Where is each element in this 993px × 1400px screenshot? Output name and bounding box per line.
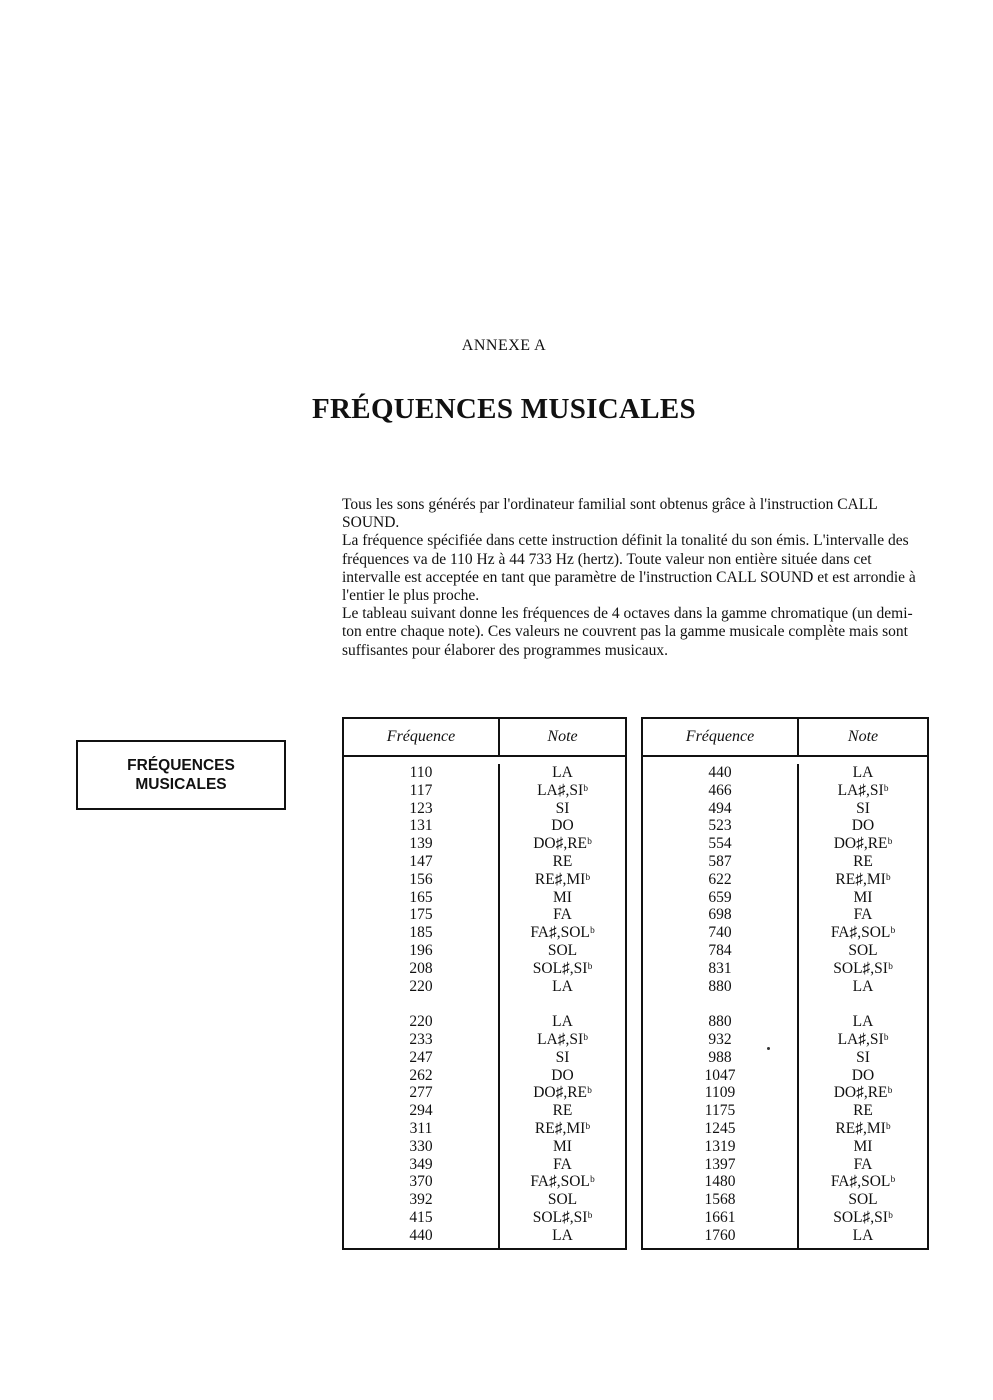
- note-cell: SOL: [547, 1191, 578, 1209]
- note-cell: MI: [853, 1137, 873, 1155]
- note-column: [500, 764, 625, 1249]
- note-cell: LA: [552, 1013, 573, 1031]
- frequency-cell: 294: [409, 1102, 433, 1120]
- note-cell: LA: [852, 764, 874, 781]
- frequency-cell: 277: [409, 1084, 433, 1102]
- frequency-cell: 1568: [704, 1191, 736, 1209]
- frequency-cell: 392: [409, 1191, 433, 1209]
- note-cell: RE♯,MIᵇ: [534, 1119, 591, 1137]
- header-frequence: Fréquence: [643, 719, 799, 755]
- frequency-cell: 147: [409, 852, 433, 870]
- frequency-cell: 1319: [704, 1137, 736, 1155]
- note-cell: FA♯,SOLᵇ: [830, 924, 896, 942]
- frequency-cell: 988: [708, 1048, 732, 1066]
- frequency-cell: 440: [409, 1226, 433, 1244]
- frequency-cell: 440: [708, 764, 732, 781]
- note-cell: SI: [555, 1048, 570, 1066]
- page-title: FRÉQUENCES MUSICALES: [312, 393, 696, 425]
- note-cell: RE♯,MIᵇ: [534, 870, 591, 888]
- intro-paragraph-1: Tous les sons générés par l'ordinateur familial sont obtenus grâce à l'instruction CALL SOUND.: [342, 496, 878, 532]
- frequency-cell: 415: [409, 1208, 433, 1226]
- note-cell: FA: [553, 906, 572, 924]
- header-note: Note: [547, 728, 578, 745]
- frequency-cell: 131: [409, 817, 433, 835]
- annex-label: ANNEXE A: [461, 337, 547, 354]
- frequency-cell: 523: [708, 817, 732, 835]
- note-cell: SOL♯,SIᵇ: [532, 959, 593, 977]
- note-cell: SI: [856, 1048, 870, 1066]
- frequency-cell: 880: [708, 977, 732, 995]
- note-cell: SOL: [848, 1191, 878, 1209]
- frequency-cell: 1480: [704, 1173, 736, 1191]
- note-cell: LA: [852, 1226, 874, 1244]
- table-body: [344, 757, 625, 1249]
- frequency-cell: 1175: [704, 1102, 736, 1120]
- note-cell: DO♯,REᵇ: [833, 1084, 893, 1102]
- note-cell: LA: [852, 1013, 874, 1031]
- note-cell: MI: [553, 888, 572, 906]
- note-cell: SOL♯,SIᵇ: [833, 959, 893, 977]
- note-cell: RE: [853, 852, 873, 870]
- frequency-cell: 262: [409, 1066, 433, 1084]
- note-cell: LA♯,SIᵇ: [537, 781, 588, 799]
- note-cell: DO: [851, 817, 875, 835]
- note-cell: FA♯,SOLᵇ: [830, 1173, 896, 1191]
- intro-paragraph-2: La fréquence spécifiée dans cette instruction définit la tonalité du son émis. L'intervalle des fréquences va de 110 Hz à 44 733 Hz (hertz). Toute valeur non entière située dans cet intervalle est acceptée en tant que paramètre de l'instruction CALL SOUND et est arrondie à l'entier le plus proche.: [342, 532, 916, 605]
- frequency-table-left: [342, 717, 627, 1250]
- note-cell: FA♯,SOLᵇ: [530, 924, 595, 942]
- note-cell: FA: [853, 906, 873, 924]
- frequency-cell: 1245: [704, 1119, 736, 1137]
- note-cell: MI: [853, 888, 873, 906]
- frequency-cell: 698: [708, 906, 732, 924]
- note-cell: LA: [852, 977, 874, 995]
- frequency-cell: 185: [409, 924, 433, 942]
- note-cell: LA♯,SIᵇ: [837, 781, 889, 799]
- frequency-cell: 233: [409, 1030, 433, 1048]
- frequency-table-right: [641, 717, 929, 1250]
- frequency-cell: 139: [409, 835, 433, 853]
- table-header: [344, 719, 625, 757]
- note-cell: DO♯,REᵇ: [533, 835, 592, 853]
- note-cell: FA: [853, 1155, 873, 1173]
- note-cell: LA: [552, 764, 573, 781]
- note-cell: MI: [553, 1137, 572, 1155]
- frequency-cell: 175: [409, 906, 433, 924]
- frequency-cell: 1760: [704, 1226, 736, 1244]
- frequency-column: [643, 764, 799, 1249]
- frequency-cell: 622: [708, 870, 732, 888]
- note-cell: FA♯,SOLᵇ: [530, 1173, 595, 1191]
- note-cell: SOL♯,SIᵇ: [532, 1208, 593, 1226]
- note-cell: DO♯,REᵇ: [533, 1084, 592, 1102]
- intro-text: [342, 496, 932, 660]
- frequency-cell: 659: [708, 888, 732, 906]
- note-cell: SI: [555, 799, 570, 817]
- frequency-cell: 208: [409, 959, 433, 977]
- frequency-cell: 494: [708, 799, 732, 817]
- frequency-cell: 880: [708, 1013, 732, 1031]
- note-cell: LA: [552, 1226, 573, 1244]
- note-cell: RE: [552, 1102, 573, 1120]
- frequency-cell: 349: [409, 1155, 433, 1173]
- frequency-cell: 1397: [704, 1155, 736, 1173]
- frequency-cell: 311: [409, 1119, 433, 1137]
- note-cell: SOL♯,SIᵇ: [833, 1208, 893, 1226]
- note-cell: LA♯,SIᵇ: [837, 1030, 889, 1048]
- frequency-cell: 330: [409, 1137, 433, 1155]
- note-cell: LA: [552, 977, 573, 995]
- frequency-cell: 247: [409, 1048, 433, 1066]
- frequency-cell: 110: [409, 764, 433, 781]
- header-frequence: Fréquence: [344, 719, 500, 755]
- note-cell: SI: [856, 799, 870, 817]
- note-column: [799, 764, 927, 1249]
- frequency-cell: 196: [409, 941, 433, 959]
- note-cell: DO: [851, 1066, 875, 1084]
- frequency-cell: 117: [409, 781, 433, 799]
- note-cell: DO: [551, 817, 574, 835]
- note-cell: RE♯,MIᵇ: [835, 1119, 891, 1137]
- frequency-cell: 784: [708, 941, 732, 959]
- note-cell: SOL: [547, 941, 578, 959]
- section-label-box: [76, 740, 286, 810]
- header-note: Note: [847, 728, 879, 745]
- table-body: [643, 757, 927, 1249]
- section-label-line-1: FRÉQUENCES: [127, 757, 235, 774]
- frequency-column: [344, 764, 500, 1249]
- frequency-cell: 466: [708, 781, 732, 799]
- frequency-cell: 123: [409, 799, 433, 817]
- frequency-cell: 156: [409, 870, 433, 888]
- frequency-cell: 587: [708, 852, 732, 870]
- frequency-cell: 1661: [704, 1208, 736, 1226]
- note-cell: FA: [553, 1155, 572, 1173]
- note-cell: RE: [552, 852, 573, 870]
- frequency-cell: 220: [409, 1013, 433, 1031]
- frequency-cell: 370: [409, 1173, 433, 1191]
- frequency-cell: 932: [708, 1030, 732, 1048]
- table-header: [643, 719, 927, 757]
- note-cell: RE♯,MIᵇ: [835, 870, 891, 888]
- note-cell: DO: [551, 1066, 574, 1084]
- frequency-cell: 831: [708, 959, 732, 977]
- note-cell: LA♯,SIᵇ: [537, 1030, 588, 1048]
- intro-paragraph-3: Le tableau suivant donne les fréquences de 4 octaves dans la gamme chromatique (un demi-ton entre chaque note). Ces valeurs ne couvrent pas la gamme musicale complète mais sont suffisantes pour élaborer des programmes musicaux.: [342, 605, 913, 659]
- frequency-cell: 554: [708, 835, 732, 853]
- frequency-cell: 165: [409, 888, 433, 906]
- frequency-cell: 1047: [704, 1066, 736, 1084]
- note-cell: RE: [853, 1102, 873, 1120]
- section-label-line-2: MUSICALES: [135, 776, 227, 793]
- frequency-cell: 220: [409, 977, 433, 995]
- note-cell: DO♯,REᵇ: [833, 835, 893, 853]
- frequency-cell: 1109: [704, 1084, 736, 1102]
- print-speck: [767, 1047, 770, 1050]
- frequency-cell: 740: [708, 924, 732, 942]
- note-cell: SOL: [848, 941, 878, 959]
